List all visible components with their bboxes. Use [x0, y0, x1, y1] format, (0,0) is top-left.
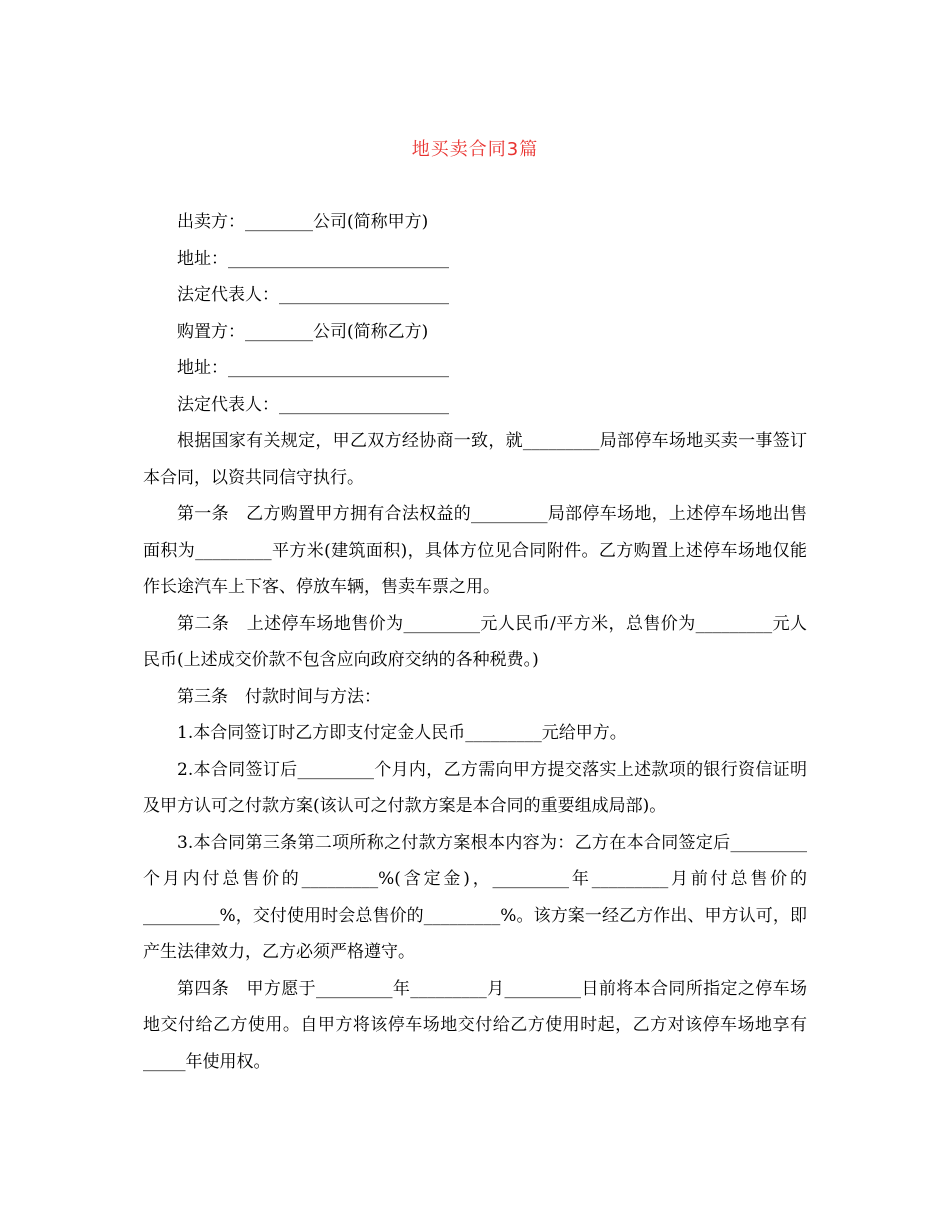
article-3-item-2: 2.本合同签订后_________个月内，乙方需向甲方提交落实上述款项的银行资信证明及甲方认可之付款方案(该认可之付款方案是本合同的重要组成局部)。 [143, 759, 807, 816]
article-3-heading: 第三条 付款时间与方法： [177, 686, 381, 707]
buyer-representative-line: 法定代表人：____________________ [177, 394, 449, 415]
seller-address-line: 地址：__________________________ [177, 248, 449, 269]
article-3-item-1: 1.本合同签订时乙方即支付定金人民币_________元给甲方。 [177, 723, 627, 743]
article-4-paragraph: 第四条 甲方愿于_________年_________月_________日前将本合同所指定之停车场地交付给乙方使用。自甲方将该停车场地交付给乙方使用时起，乙方对该停车场地享有_____年使用权。 [143, 978, 807, 1072]
seller-representative-line: 法定代表人：____________________ [177, 285, 449, 305]
seller-line: 出卖方：________公司(简称甲方) [177, 212, 429, 232]
document-body [143, 204, 807, 1080]
buyer-line: 购置方：________公司(简称乙方) [177, 321, 429, 342]
article-1-paragraph: 第一条 乙方购置甲方拥有合法权益的_________局部停车场地，上述停车场地出售面积为_________平方米(建筑面积)，具体方位见合同附件。乙方购置上述停车场地仅能作长途汽车上下客、停放车辆，售卖车票之用。 [143, 504, 807, 597]
article-3-item-3: 3.本合同第三条第二项所称之付款方案根本内容为：乙方在本合同签定后_________个月内付总售价的_________%(含定金)，_________年_________月前付总售价的_________%，交付使用时会总售价的_________%。该方案一经乙方作出、甲方认可，即产生法律效力，乙方必须严格遵守。 [143, 832, 807, 962]
preamble-paragraph: 根据国家有关规定，甲乙双方经协商一致，就_________局部停车场地买卖一事签订本合同，以资共同信守执行。 [143, 431, 807, 488]
document-title: 地买卖合同3篇 [411, 139, 539, 160]
article-2-paragraph: 第二条 上述停车场地售价为_________元人民币/平方米，总售价为_________元人民币(上述成交价款不包含应向政府交纳的各种税费。) [143, 613, 807, 670]
buyer-address-line: 地址：__________________________ [177, 358, 449, 378]
